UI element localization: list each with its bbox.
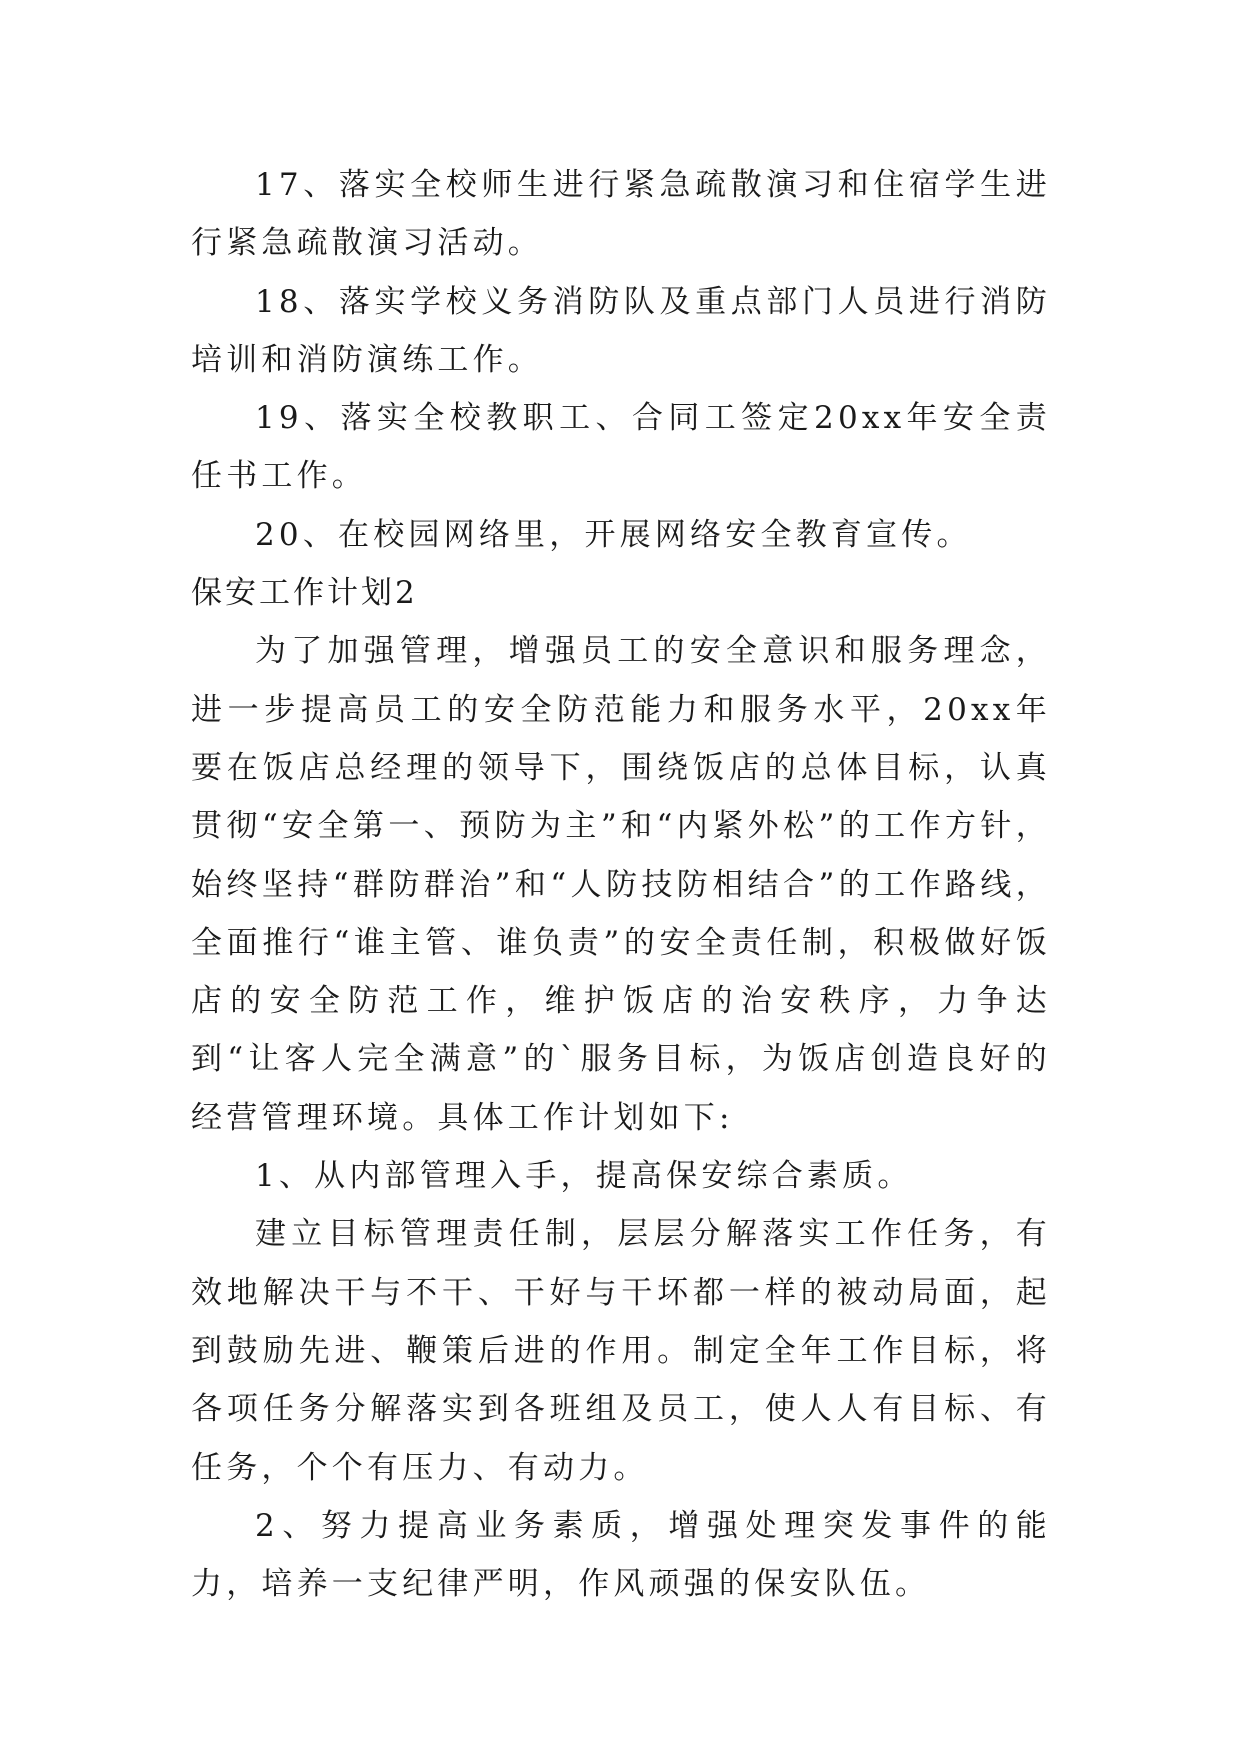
paragraph-point-1: 1、从内部管理入手，提高保安综合素质。 <box>255 1158 913 1195</box>
paragraph-point-1-detail: 建立目标管理责任制，层层分解落实工作任务，有效地解决干与不干、干好与干坏都一样的被动局面，起到鼓励先进、鞭策后进的作用。制定全年工作目标，将各项任务分解落实到各班组及员工，使人人有目标、有任务，个个有压力、有动力。 <box>191 1216 1051 1486</box>
paragraph-item-20: 20、在校园网络里，开展网络安全教育宣传。 <box>255 516 972 553</box>
paragraph-item-18: 18、落实学校义务消防队及重点部门人员进行消防培训和消防演练工作。 <box>191 283 1051 378</box>
section-heading: 保安工作计划2 <box>191 575 418 612</box>
document-body <box>191 156 1051 1613</box>
paragraph-item-19: 19、落实全校教职工、合同工签定20xx年安全责任书工作。 <box>191 400 1051 495</box>
paragraph-item-17: 17、落实全校师生进行紧急疏散演习和住宿学生进行紧急疏散演习活动。 <box>191 167 1051 262</box>
paragraph-point-2: 2、努力提高业务素质，增强处理突发事件的能力，培养一支纪律严明，作风顽强的保安队伍。 <box>191 1507 1051 1603</box>
paragraph-intro: 为了加强管理，增强员工的安全意识和服务理念，进一步提高员工的安全防范能力和服务水平，20xx年要在饭店总经理的领导下，围绕饭店的总体目标，认真贯彻“安全第一、预防为主”和“内紧外松”的工作方针，始终坚持“群防群治”和“人防技防相结合”的工作路线，全面推行“谁主管、谁负责”的安全责任制，积极做好饭店的安全防范工作，维护饭店的治安秩序，力争达到“让客人完全满意”的`服务目标，为饭店创造良好的经营管理环境。具体工作计划如下: <box>191 633 1051 1136</box>
